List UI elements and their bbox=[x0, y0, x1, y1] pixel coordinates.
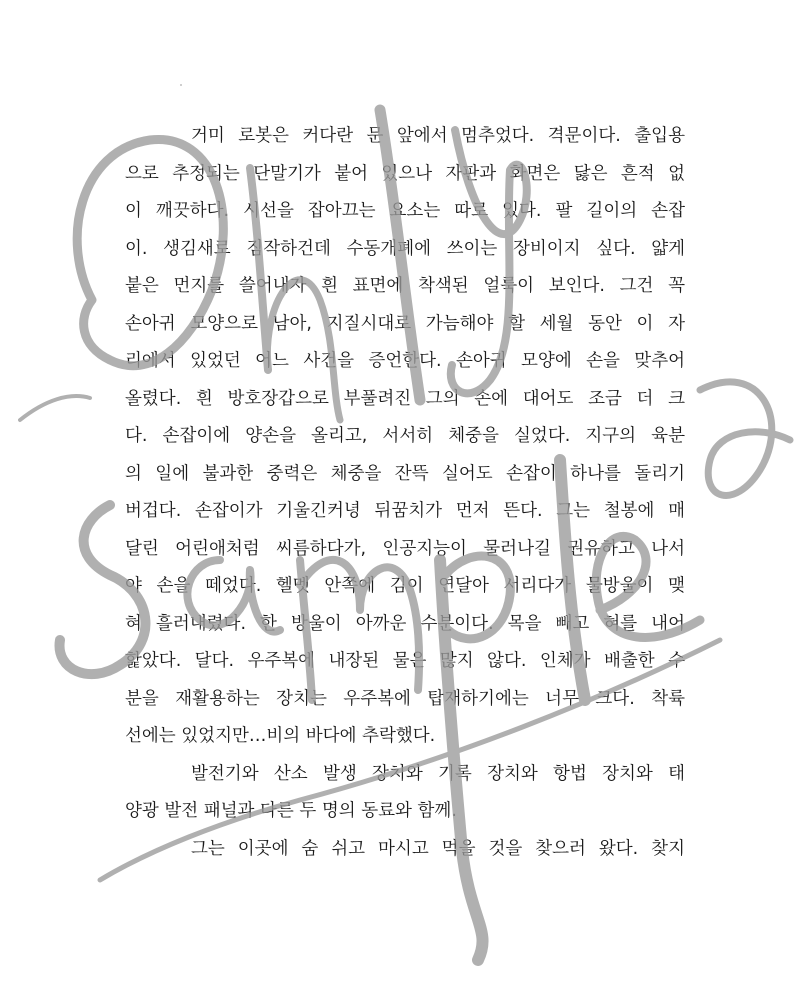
text-line: 거미 로봇은 커다란 문 앞에서 멈추었다. 격문이다. 출입용 bbox=[191, 126, 685, 146]
text-line: 혀 흘러내렸다. 한 방울이 아까운 수분이다. 목을 빼고 혀를 내어 bbox=[125, 613, 685, 634]
text-line: 분을 재활용하는 장치는 우주복에 탑재하기에는 너무 크다. 착륙 bbox=[125, 688, 685, 709]
text-line: 올렸다. 흰 방호장갑으로 부풀려진 그의 손에 대어도 조금 더 크 bbox=[125, 388, 685, 409]
text-line: 야 손을 떼었다. 헬멧 안쪽에 김이 연달아 서리다가 물방울이 맺 bbox=[125, 576, 685, 596]
text-line: 으로 추정되는 단말기가 붙어 있으나 자판과 화면은 닳은 흔적 없 bbox=[125, 163, 685, 184]
text-line: 버겁다. 손잡이가 기울긴커녕 뒤꿈치가 먼저 뜬다. 그는 철봉에 매 bbox=[125, 501, 685, 521]
text-line: 선에는 있었지만…비의 바다에 추락했다. bbox=[125, 726, 436, 746]
text-line: 발전기와 산소 발생 장치와 기록 장치와 항법 장치와 태 bbox=[191, 763, 685, 784]
text-line: 양광 발전 패널과 다른 두 명의 동료와 함께. bbox=[125, 801, 457, 821]
text-line: 달린 어린애처럼 씨름하다가, 인공지능이 물러나길 권유하고 나서 bbox=[125, 538, 685, 559]
text-line: 핥았다. 달다. 우주복에 내장된 물은 많지 않다. 인체가 배출한 수 bbox=[125, 651, 685, 671]
text-line: 붙은 먼지를 쓸어내자 흰 표면에 착색된 얼룩이 보인다. 그건 꼭 bbox=[125, 276, 685, 296]
text-line: 그는 이곳에 숨 쉬고 마시고 먹을 것을 찾으러 왔다. 찾지 bbox=[191, 838, 685, 859]
body-text bbox=[125, 118, 685, 868]
scan-speck bbox=[180, 84, 182, 86]
text-line: 이 깨끗하다. 시선을 잡아끄는 요소는 따로 있다. 팔 길이의 손잡 bbox=[125, 201, 685, 221]
text-line: 다. 손잡이에 양손을 올리고, 서서히 체중을 실었다. 지구의 육분 bbox=[125, 426, 685, 446]
text-line: 리에서 있었던 어느 사건을 증언한다. 손아귀 모양에 손을 맞추어 bbox=[125, 351, 685, 371]
text-line: 의 일에 불과한 중력은 체중을 잔뜩 실어도 손잡이 하나를 돌리기 bbox=[125, 463, 685, 484]
text-line: 손아귀 모양으로 남아, 지질시대로 가늠해야 할 세월 동안 이 자 bbox=[125, 313, 685, 334]
text-line: 이. 생김새로 짐작하건데 수동개폐에 쓰이는 장비이지 싶다. 얇게 bbox=[125, 238, 685, 259]
